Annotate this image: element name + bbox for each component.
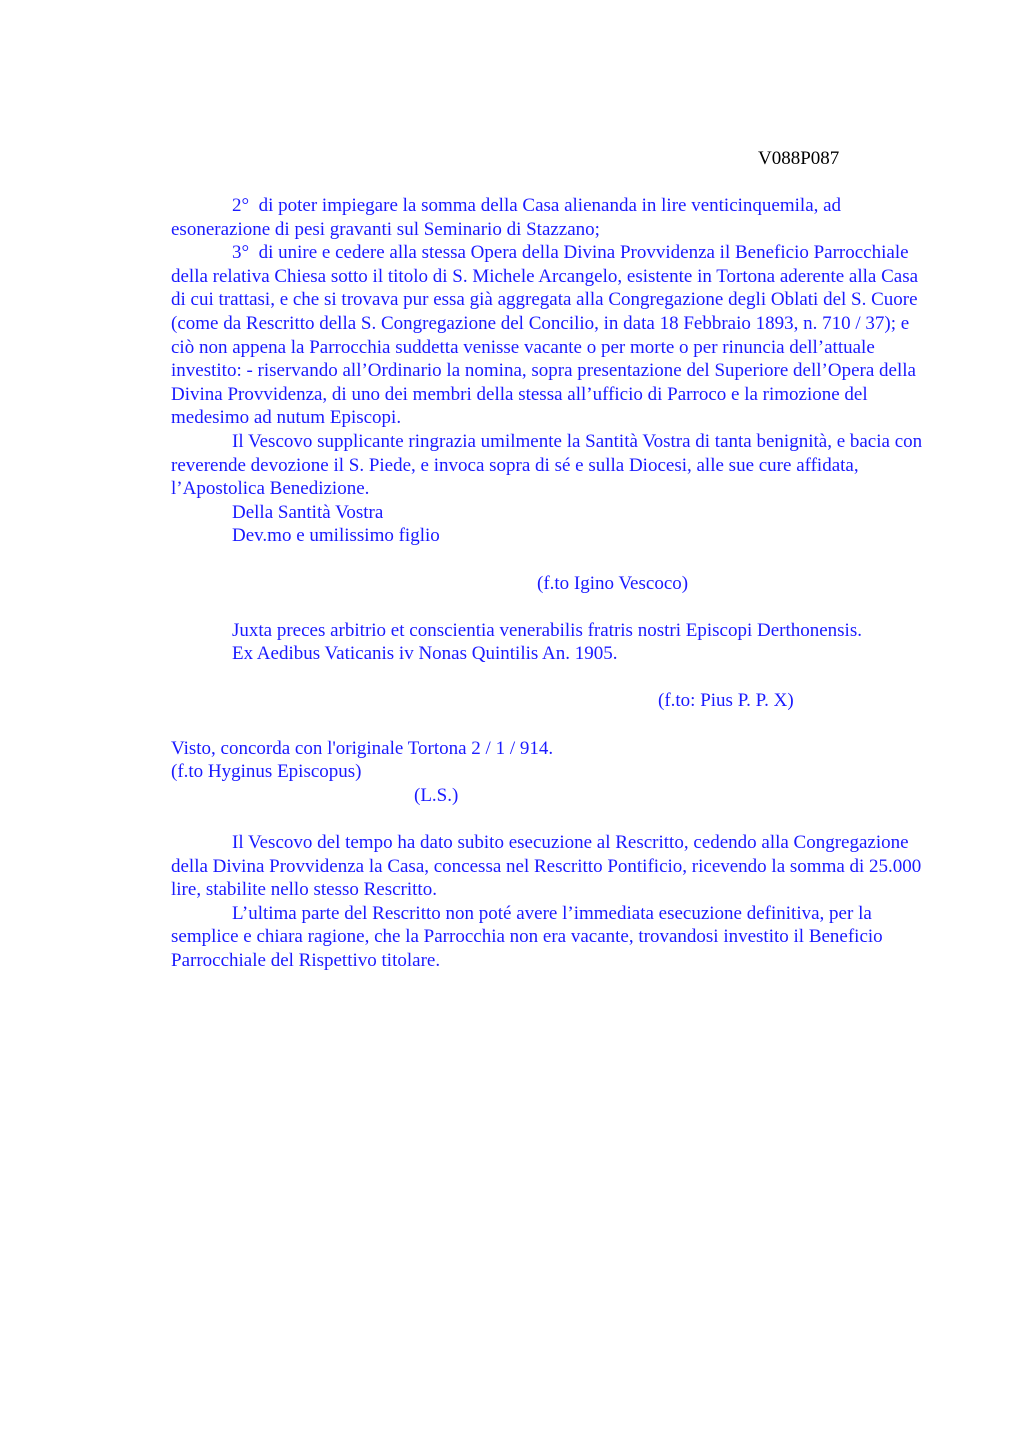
hyginus-signature: (f.to Hyginus Episcopus) xyxy=(171,761,362,783)
closing-line-2: Dev.mo e umilissimo figlio xyxy=(232,525,440,547)
blank-line xyxy=(171,807,923,831)
paragraph-thanks: Il Vescovo supplicante ringrazia umilmente la Santità Vostra di tanta benignità, e bacia con reverende devozione il S. Piede, e invoca sopra di sé e sulla Diocesi, alle sue cure affidata, l’Apostolica Benedizione. xyxy=(171,430,927,500)
page-id: V088P087 xyxy=(758,148,840,169)
blank-line xyxy=(171,713,923,737)
paragraph-esecuzione: Il Vescovo del tempo ha dato subito esecuzione al Rescritto, cedendo alla Congregazione della Divina Provvidenza la Casa, concessa nel Rescritto Pontificio, ricevendo la somma di 25.000 lire, stabilite nello stesso Rescritto. xyxy=(171,832,927,901)
juxta-line: Juxta preces arbitrio et conscientia venerabilis fratris nostri Episcopi Derthonensis. xyxy=(232,619,862,641)
blank-line xyxy=(171,548,923,572)
paragraph-item-2: 2° di poter impiegare la somma della Casa alienanda in lire venticinquemila, ad esonerazione di pesi gravanti sul Seminario di Stazzano; xyxy=(171,195,846,240)
paragraph-item-3: 3° di unire e cedere alla stessa Opera della Divina Provvidenza il Beneficio Parrocchiale della relativa Chiesa sotto il titolo di S. Michele Arcangelo, esistente in Tortona aderente alla Casa di cui trattasi, e che si trovava pur essa già aggregata alla Congregazione degli Oblati del S. Cuore (come da Rescritto della S. Congregazione del Concilio, in data 18 Febbraio 1893, n. 710 / 37); e ciò non appena la Parrocchia suddetta venisse vacante o per morte o per rinuncia dell’attuale investito: - riservando all’Ordinario la nomina, sopra presentazione del Superiore dell’Opera della Divina Provvidenza, di uno dei membri della stessa all’ufficio di Parroco e la rimozione del medesimo ad nutum Episcopi. xyxy=(171,242,923,429)
blank-line xyxy=(171,666,923,690)
locus-sigilli: (L.S.) xyxy=(414,784,459,806)
ex-aedibus-line: Ex Aedibus Vaticanis iv Nonas Quintilis An. 1905. xyxy=(232,643,618,665)
document-body xyxy=(171,194,927,973)
paragraph-ultima-parte: L’ultima parte del Rescritto non poté avere l’immediata esecuzione definitiva, per la semplice e chiara ragione, che la Parrocchia non era vacante, trovandosi investito il Beneficio Parrocchiale del Rispettivo titolare. xyxy=(171,902,888,971)
visto-line: Visto, concorda con l'originale Tortona 2 / 1 / 914. xyxy=(171,737,554,759)
blank-line xyxy=(171,595,923,619)
signature-igino: (f.to Igino Vescoco) xyxy=(537,572,689,594)
closing-line-1: Della Santità Vostra xyxy=(232,501,384,523)
signature-pius: (f.to: Pius P. P. X) xyxy=(658,690,794,712)
